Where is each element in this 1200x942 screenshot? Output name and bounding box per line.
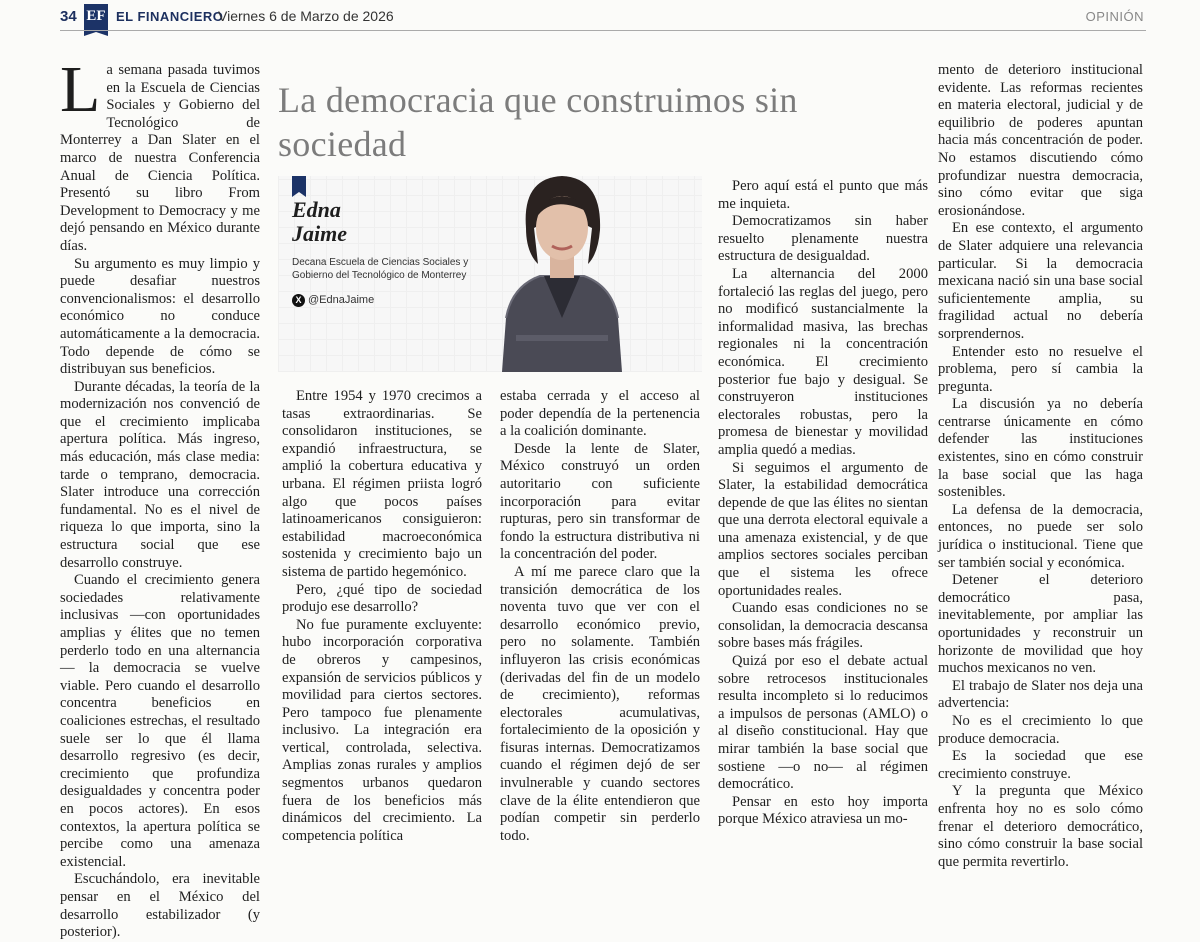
- paragraph: Y la pregunta que México enfrenta hoy no es solo cómo frenar el deterioro democrático, sino cómo construir la base social que permita revertirlo.: [938, 783, 1143, 870]
- paragraph: Quizá por eso el debate actual sobre retrocesos institucionales resulta incompleto si lo reducimos a impulsos de personas (AMLO) o al diseño constitucional. Hay que mirar también la base social que sostiene —o no— al régimen democrático.: [718, 653, 928, 793]
- paragraph: Entre 1954 y 1970 crecimos a tasas extraordinarias. Se consolidaron instituciones, se expandió infraestructura, se amplió la cobertura educativa y urbana. El régimen priista logró algo que pocos países latinoamericanos consiguieron: estabilidad macroeconómica sostenida y crecimiento bajo un sistema de partido hegemónico.: [282, 388, 482, 580]
- paragraph: A mí me parece claro que la transición democrática de los noventa tuvo que ver con el desarrollo económico previo, pero no solamente. También influyeron las crisis económicas (derivadas del fin de un modelo de crecimiento), reformas electorales acumulativas, fortalecimiento de la oposición y fisuras internas. Democratizamos cuando el régimen dejó de ser invulnerable y cuando sectores clave de la élite entendieron que podían competir sin perderlo todo.: [500, 563, 700, 844]
- author-handle: @EdnaJaime: [308, 294, 375, 306]
- column-2: [282, 388, 482, 845]
- paragraph: Pero aquí está el punto que más me inquieta.: [718, 178, 928, 212]
- paragraph: La discusión ya no debería centrarse únicamente en cómo defender las instituciones existentes, sino en cómo construir la base social que las haga sostenibles.: [938, 396, 1143, 501]
- newspaper-name: EL FINANCIERO: [116, 9, 224, 24]
- article-title: La democracia que construimos sin sociedad: [278, 80, 798, 165]
- column-3: [500, 388, 700, 845]
- paragraph: El trabajo de Slater nos deja una advertencia:: [938, 677, 1143, 712]
- header-rule: [60, 30, 1146, 31]
- paragraph: Democratizamos sin haber resuelto plenamente nuestra estructura de desigualdad.: [718, 213, 928, 265]
- author-role: Decana Escuela de Ciencias Sociales y Gobierno del Tecnológico de Monterrey: [292, 257, 469, 281]
- author-portrait: [482, 168, 642, 372]
- section-label: OPINIÓN: [1085, 9, 1144, 24]
- column-5: [938, 62, 1143, 871]
- page-header: [0, 0, 1200, 34]
- paragraph: mento de deterioro institucional evidente. Las reformas recientes en materia electoral, judicial y de equilibrio de poderes apuntan hacia más concentración de poder. No estamos discutiendo cómo profundizar nuestra democracia, sino cómo evitar que siga erosionándose.: [938, 62, 1143, 219]
- paragraph: Su argumento es muy limpio y puede desafiar nuestros convencionalismos: el desarrollo económico no conduce automáticamente a la democracia. Todo depende de cómo se distribuyan sus beneficios.: [60, 255, 260, 378]
- paragraph: Cuando esas condiciones no se consolidan, la democracia descansa sobre bases más frágiles.: [718, 600, 928, 652]
- paragraph: No es el crecimiento lo que produce democracia.: [938, 712, 1143, 747]
- paragraph: Desde la lente de Slater, México construyó un orden autoritario con suficiente incorporación para evitar rupturas, pero sin transformar de fondo la estructura distributiva ni la concentración del poder.: [500, 440, 700, 563]
- paragraph: Cuando el crecimiento genera sociedades relativamente inclusivas —con oportunidades amplias y élites que no temen perderlo todo en una alternancia— la democracia se vuelve viable. Pero cuando el desarrollo concentra beneficios en coaliciones estrechas, el resultado suele ser lo que él llama desarrollo regresivo (es decir, crecimiento que profundiza desigualdades y concentra poder en pocos actores). En esos contextos, la apertura política se percibe como una amenaza existencial.: [60, 572, 260, 870]
- drop-cap: L: [60, 53, 101, 126]
- paragraph: Escuchándolo, era inevitable pensar en el México del desarrollo estabilizador (y posterior).: [60, 871, 260, 941]
- issue-date: Viernes 6 de Marzo de 2026: [218, 8, 394, 24]
- paragraph: Pero, ¿qué tipo de sociedad produjo ese desarrollo?: [282, 581, 482, 616]
- author-name: Edna Jaime: [292, 197, 347, 246]
- paragraph: Es la sociedad que ese crecimiento construye.: [938, 748, 1143, 782]
- x-social-icon: X: [292, 294, 305, 307]
- page-number: 34: [60, 8, 77, 25]
- newspaper-logo: EF: [84, 4, 108, 32]
- bookmark-icon: [292, 176, 306, 192]
- paragraph: Durante décadas, la teoría de la modernización nos convenció de que el crecimiento implicaba apertura política. Más ingreso, más educación, más clase media: tarde o temprano, democracia. Slater introduce una corrección fundamental. No es el nivel de riqueza lo que importa, sino la estructura social que ese desarrollo construye.: [60, 378, 260, 571]
- paragraph: La alternancia del 2000 fortaleció las reglas del juego, pero no modificó sustancialmente la informalidad masiva, las brechas regionales ni la concentración económica. El crecimiento posterior fue bajo y desigual. Se construyeron instituciones electorales robustas, pero la promesa de bienestar y movilidad amplia quedó a medias.: [718, 265, 928, 458]
- paragraph: Detener el deterioro democrático pasa, inevitablemente, por ampliar las oportunidades y reconstruir un horizonte de movilidad que hoy muchos mexicanos no ven.: [938, 572, 1143, 677]
- paragraph: Si seguimos el argumento de Slater, la estabilidad democrática depende de que las élites no sientan que una derrota electoral equivale a una amenaza existencial, y de que amplios sectores sociales perciban que el sistema les ofrece oportunidades reales.: [718, 459, 928, 599]
- paragraph: a semana pasada tuvimos en la Escuela de Ciencias Sociales y Gobierno del Tecnológico de Monterrey a Dan Slater en el marco de nuestra Conferencia Anual de Ciencia Política. Presentó su libro From Development to Democracy y me dejó pensando en México durante días.: [60, 62, 260, 254]
- paragraph: En ese contexto, el argumento de Slater adquiere una relevancia particular. Si la democracia mexicana nació sin una base social suficientemente amplia, su fragilidad actual no debería sorprendernos.: [938, 220, 1143, 342]
- paragraph: Pensar en esto hoy importa porque México atraviesa un mo-: [718, 793, 928, 828]
- paragraph: estaba cerrada y el acceso al poder dependía de la pertenencia a la coalición dominante.: [500, 388, 700, 440]
- column-1: [60, 53, 260, 942]
- paragraph: No fue puramente excluyente: hubo incorporación corporativa de obreros y campesinos, expansión de servicios públicos y movilidad para ciertos sectores. Pero tampoco fue plenamente inclusivo. La integración era vertical, controlada, selectiva. Amplias zonas rurales y amplios segmentos urbanos quedaron fuera de los beneficios más dinámicos del crecimiento. La competencia política: [282, 616, 482, 844]
- column-4: [718, 178, 928, 829]
- paragraph: Entender esto no resuelve el problema, pero sí cambia la pregunta.: [938, 343, 1143, 395]
- paragraph: La defensa de la democracia, entonces, no puede ser solo jurídica o institucional. Tiene que ser también social y económica.: [938, 501, 1143, 571]
